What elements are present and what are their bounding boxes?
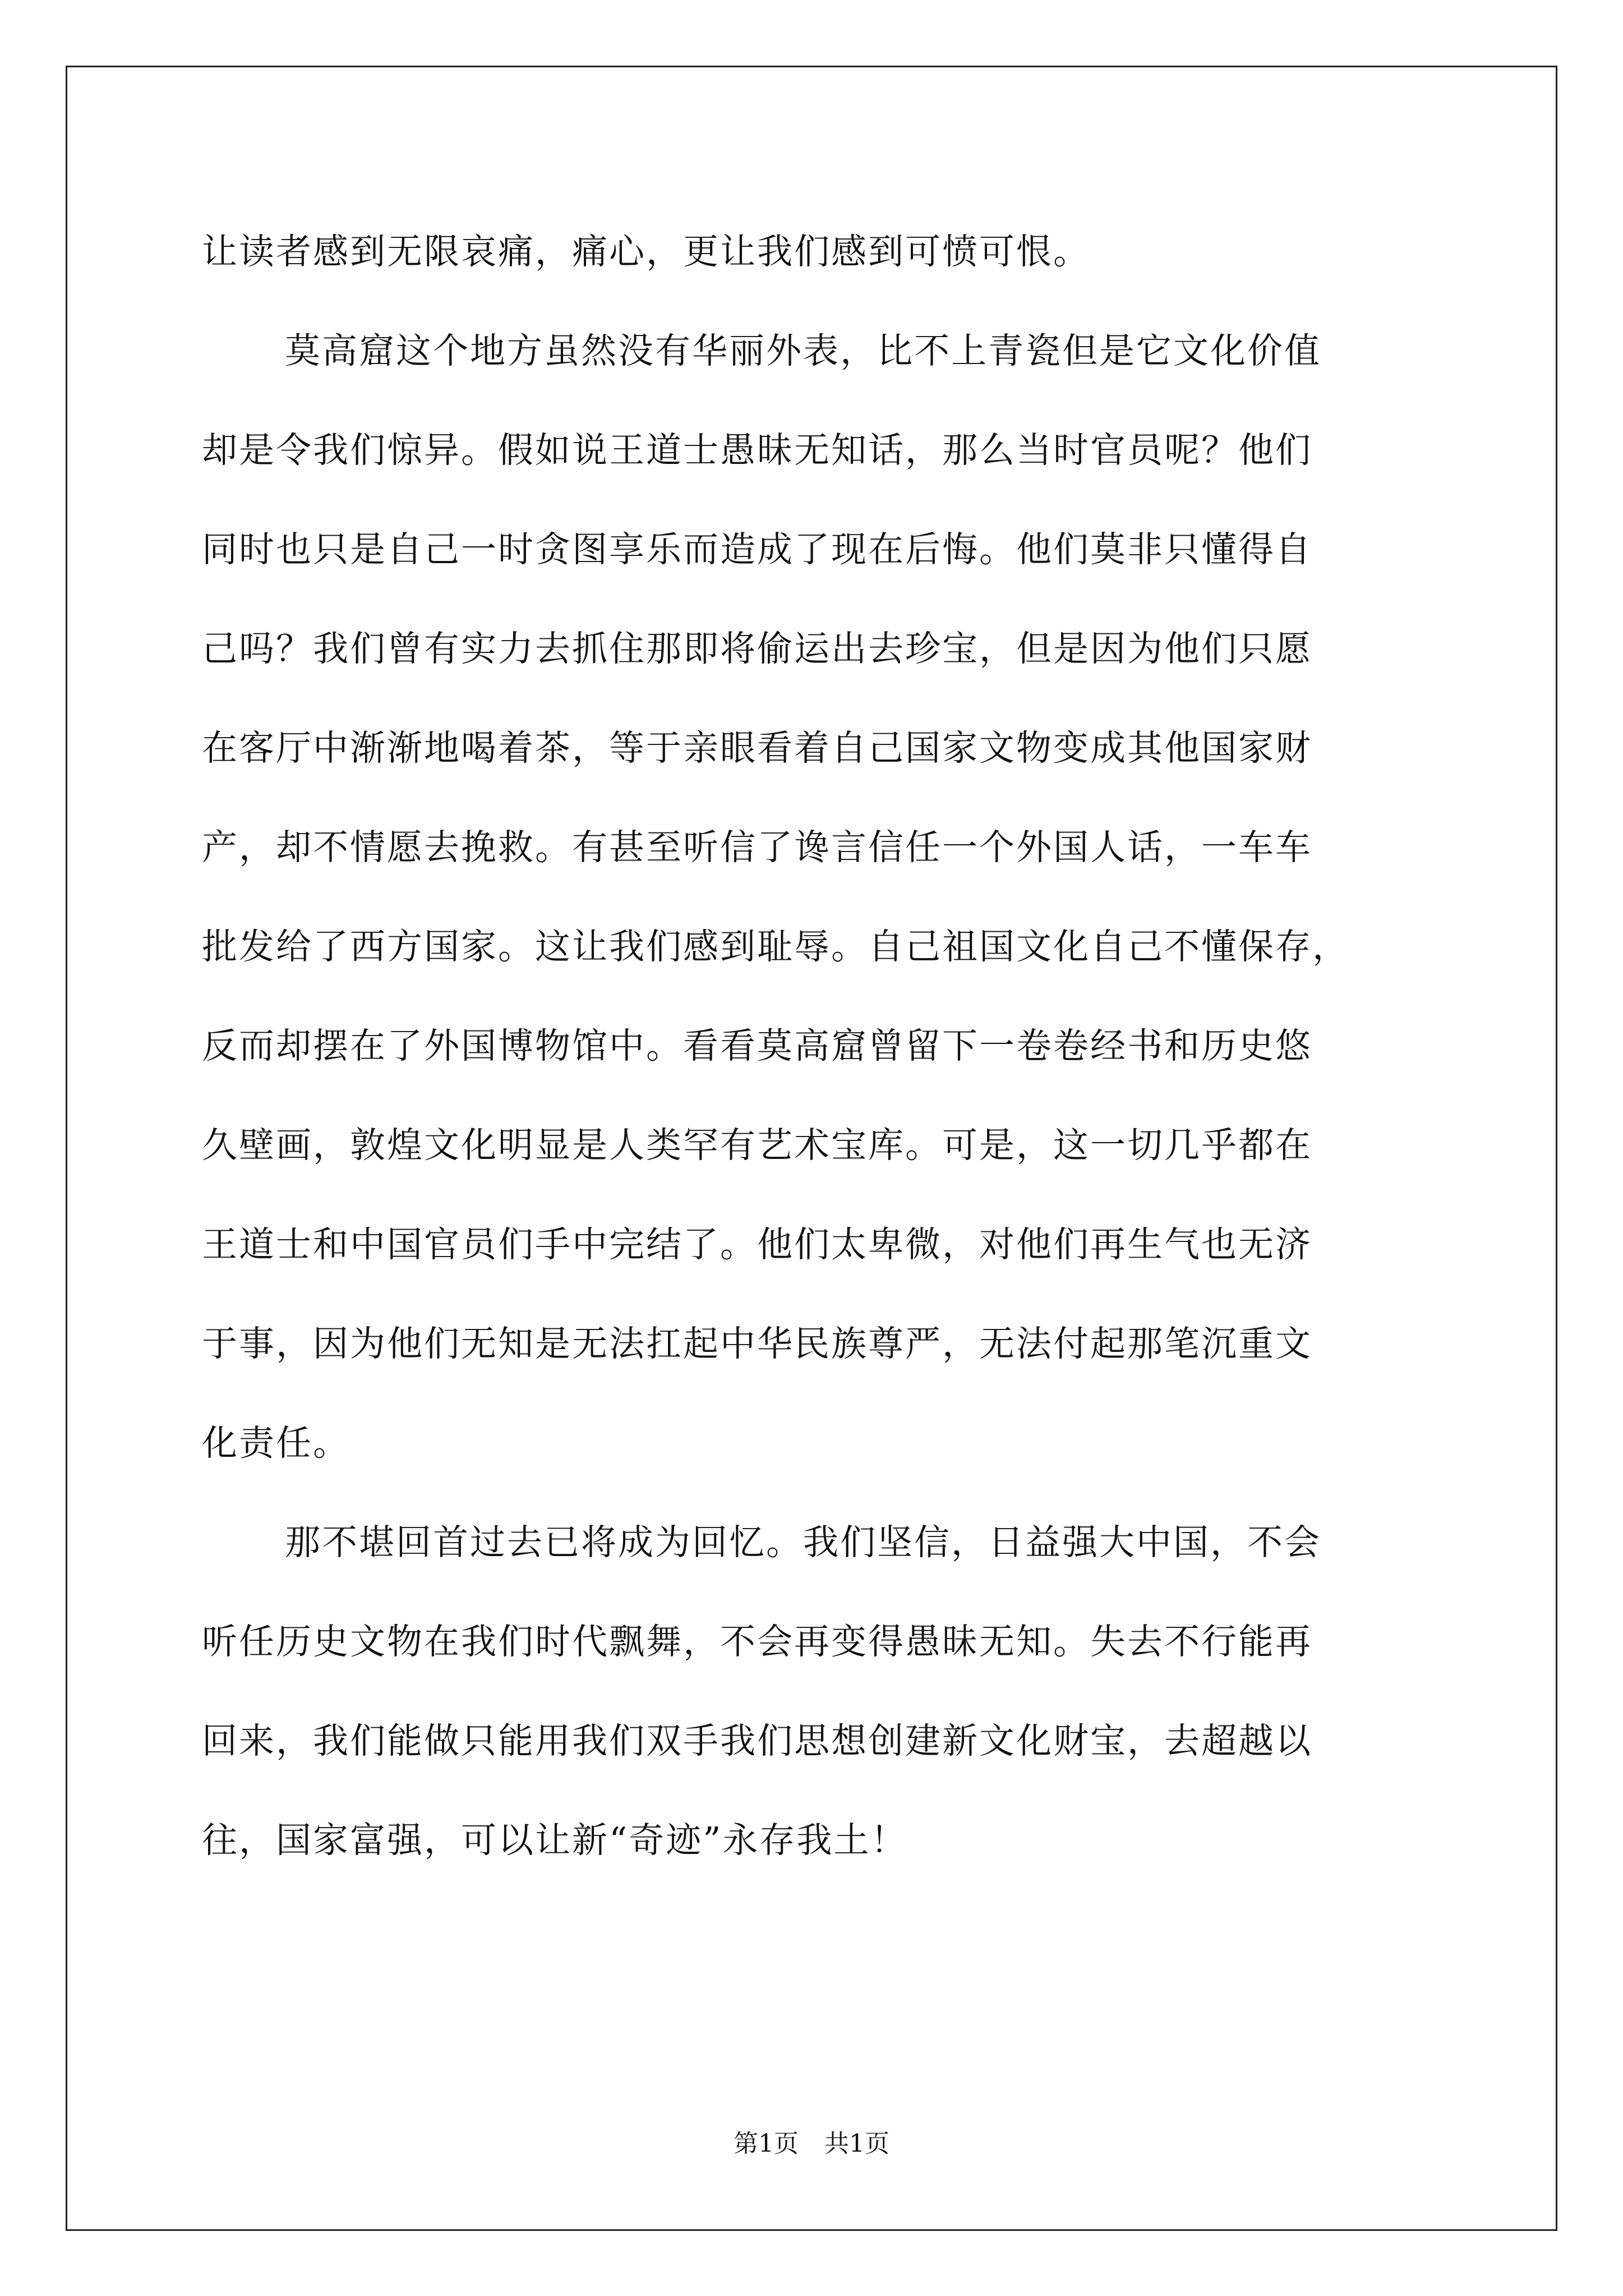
text-line: 化责任。	[202, 1423, 350, 1464]
text-line: 让读者感到无限哀痛，痛心，更让我们感到可愤可恨。	[202, 231, 1090, 272]
page-number: 第1页	[734, 2129, 799, 2158]
text-line: 己吗？我们曾有实力去抓住那即将偷运出去珍宝，但是因为他们只愿	[202, 628, 1312, 669]
text-line: 却是令我们惊异。假如说王道士愚昧无知话，那么当时官员呢？他们	[202, 430, 1312, 471]
page-total: 共1页	[824, 2129, 889, 2158]
text-line: 于事，因为他们无知是无法扛起中华民族尊严，无法付起那笔沉重文	[202, 1323, 1312, 1364]
text-line: 莫高窟这个地方虽然没有华丽外表，比不上青瓷但是它文化价值	[285, 330, 1321, 371]
text-line: 回来，我们能做只能用我们双手我们思想创建新文化财宝，去超越以	[202, 1720, 1312, 1761]
text-line: 批发给了西方国家。这让我们感到耻辱。自己祖国文化自己不懂保存，	[202, 926, 1349, 967]
text-line: 产，却不情愿去挽救。有甚至听信了谗言信任一个外国人话，一车车	[202, 827, 1312, 868]
text-line: 王道士和中国官员们手中完结了。他们太卑微，对他们再生气也无济	[202, 1224, 1312, 1265]
text-line: 往，国家富强，可以让新“奇迹”永存我土！	[202, 1820, 908, 1861]
document-body	[202, 202, 1441, 1890]
text-line: 久壁画，敦煌文化明显是人类罕有艺术宝库。可是，这一切几乎都在	[202, 1125, 1312, 1166]
text-line: 在客厅中渐渐地喝着茶，等于亲眼看着自己国家文物变成其他国家财	[202, 728, 1312, 769]
page-footer	[0, 2127, 1623, 2161]
text-line: 同时也只是自己一时贪图享乐而造成了现在后悔。他们莫非只懂得自	[202, 529, 1312, 570]
text-line: 反而却摆在了外国博物馆中。看看莫高窟曾留下一卷卷经书和历史悠	[202, 1025, 1312, 1066]
text-line: 听任历史文物在我们时代飘舞，不会再变得愚昧无知。失去不行能再	[202, 1621, 1312, 1662]
text-line: 那不堪回首过去已将成为回忆。我们坚信，日益强大中国，不会	[285, 1522, 1321, 1563]
